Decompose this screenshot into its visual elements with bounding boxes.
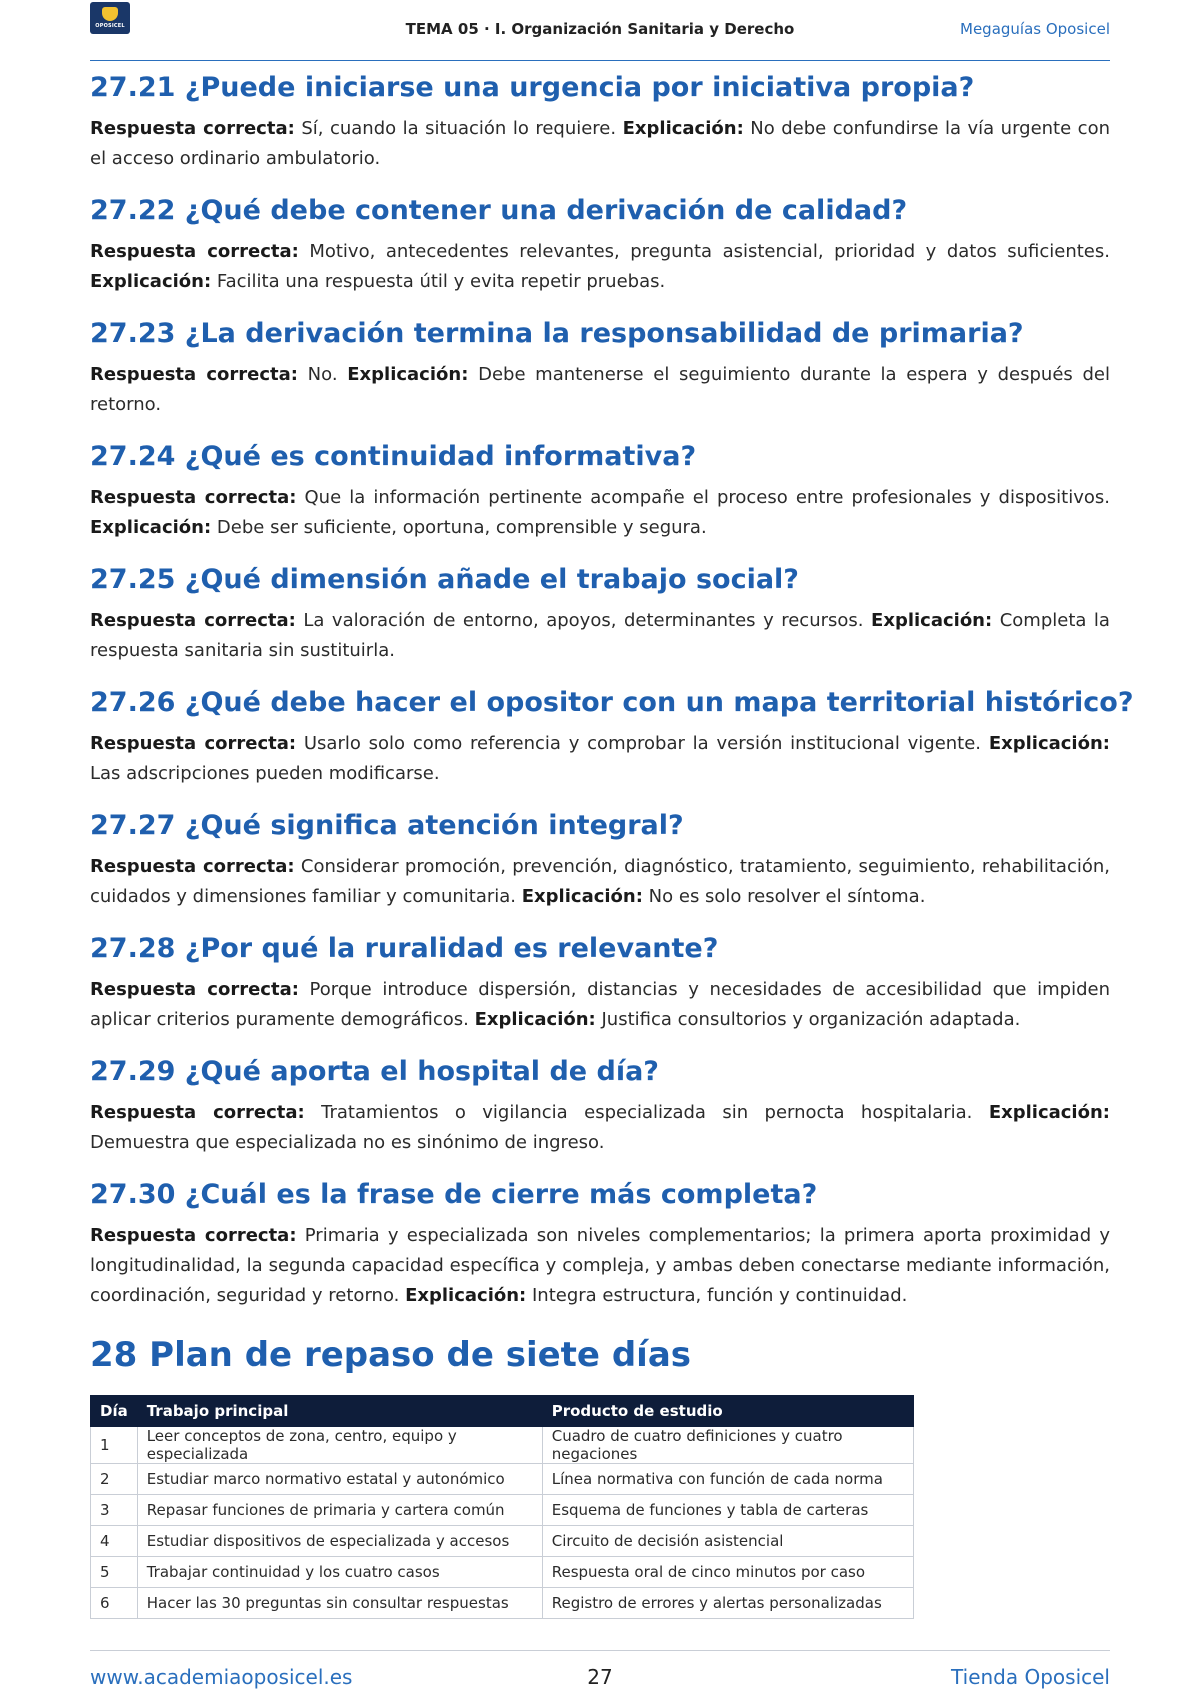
explanation-text: Debe mantenerse el seguimiento durante la espera y después del retorno. (90, 364, 1110, 415)
answer-paragraph (90, 114, 1110, 174)
explanation-label: Explicación: (521, 886, 643, 907)
answer-paragraph (90, 606, 1110, 666)
explanation-text: Facilita una respuesta útil y evita repetir pruebas. (216, 271, 666, 292)
explanation-label: Explicación: (474, 1009, 596, 1030)
explanation-text: No es solo resolver el síntoma. (648, 886, 926, 907)
cell-study-product: Circuito de decisión asistencial (542, 1526, 913, 1557)
table-row (91, 1588, 914, 1619)
cell-main-work: Repasar funciones de primaria y cartera común (137, 1495, 542, 1526)
explanation-text: Justifica consultorios y organización adaptada. (601, 1009, 1021, 1030)
table-row (91, 1495, 914, 1526)
answer-label: Respuesta correcta: (90, 487, 297, 508)
answer-paragraph (90, 729, 1110, 789)
page-footer (90, 1650, 1110, 1695)
explanation-label: Explicación: (90, 271, 212, 292)
question-list (90, 70, 1134, 1311)
cell-study-product: Cuadro de cuatro definiciones y cuatro negaciones (542, 1427, 913, 1464)
cell-main-work: Estudiar marco normativo estatal y autonómico (137, 1464, 542, 1495)
answer-text: Tratamientos o vigilancia especializada sin pernocta hospitalaria. (321, 1102, 973, 1123)
explanation-text: Demuestra que especializada no es sinónimo de ingreso. (90, 1132, 605, 1153)
answer-text: Sí, cuando la situación lo requiere. (301, 118, 617, 139)
explanation-label: Explicación: (622, 118, 744, 139)
explanation-label: Explicación: (405, 1285, 527, 1306)
cell-day: 1 (91, 1427, 138, 1464)
question-title: 27.26 ¿Qué debe hacer el opositor con un mapa territorial histórico? (90, 687, 1134, 718)
question-title: 27.24 ¿Qué es continuidad informativa? (90, 441, 697, 472)
answer-paragraph (90, 852, 1110, 912)
qa-item (90, 1054, 1110, 1158)
table-row (91, 1526, 914, 1557)
header-title: TEMA 05 · I. Organización Sanitaria y Derecho (405, 20, 795, 38)
qa-item (90, 1177, 1110, 1311)
answer-text: Considerar promoción, prevención, diagnóstico, tratamiento, seguimiento, rehabilitación, cuidados y dimensiones familiar y comunitaria. (90, 856, 1110, 907)
question-title: 27.30 ¿Cuál es la frase de cierre más completa? (90, 1179, 818, 1210)
answer-label: Respuesta correcta: (90, 364, 298, 385)
page-header (90, 0, 1110, 61)
answer-paragraph (90, 1221, 1110, 1311)
section-title: 28 Plan de repaso de siete días (90, 1335, 691, 1375)
cell-day: 2 (91, 1464, 138, 1495)
table-row (91, 1557, 914, 1588)
page-content (90, 70, 1134, 1619)
cell-main-work: Estudiar dispositivos de especializada y accesos (137, 1526, 542, 1557)
answer-label: Respuesta correcta: (90, 979, 299, 1000)
qa-item (90, 70, 1110, 174)
table-row (91, 1464, 914, 1495)
shield-icon (102, 7, 118, 21)
cell-main-work: Trabajar continuidad y los cuatro casos (137, 1557, 542, 1588)
qa-item (90, 316, 1110, 420)
column-header-study-product: Producto de estudio (542, 1396, 913, 1427)
answer-paragraph (90, 483, 1110, 543)
cell-day: 3 (91, 1495, 138, 1526)
answer-label: Respuesta correcta: (90, 610, 296, 631)
explanation-label: Explicación: (347, 364, 469, 385)
qa-item (90, 562, 1110, 666)
qa-item (90, 685, 1134, 789)
answer-text: Usarlo solo como referencia y comprobar la versión institucional vigente. (303, 733, 982, 754)
cell-study-product: Registro de errores y alertas personalizadas (542, 1588, 913, 1619)
footer-store-link[interactable]: Tienda Oposicel (951, 1665, 1110, 1689)
qa-item (90, 439, 1110, 543)
question-title: 27.25 ¿Qué dimensión añade el trabajo social? (90, 564, 799, 595)
explanation-label: Explicación: (90, 517, 212, 538)
question-title: 27.28 ¿Por qué la ruralidad es relevante? (90, 933, 719, 964)
table-header-row (91, 1396, 914, 1427)
question-title: 27.21 ¿Puede iniciarse una urgencia por iniciativa propia? (90, 72, 975, 103)
explanation-label: Explicación: (988, 733, 1110, 754)
question-title: 27.23 ¿La derivación termina la responsabilidad de primaria? (90, 318, 1024, 349)
explanation-text: Integra estructura, función y continuidad. (532, 1285, 908, 1306)
qa-item (90, 931, 1110, 1035)
answer-label: Respuesta correcta: (90, 856, 295, 877)
answer-text: Motivo, antecedentes relevantes, pregunta asistencial, prioridad y datos suficientes. (309, 241, 1110, 262)
answer-text: No. (307, 364, 338, 385)
answer-paragraph (90, 360, 1110, 420)
question-title: 27.22 ¿Qué debe contener una derivación de calidad? (90, 195, 908, 226)
answer-label: Respuesta correcta: (90, 1225, 297, 1246)
explanation-text: Debe ser suficiente, oportuna, comprensible y segura. (216, 517, 707, 538)
explanation-text: Completa la respuesta sanitaria sin sustituirla. (90, 610, 1110, 661)
column-header-main-work: Trabajo principal (137, 1396, 542, 1427)
review-plan-table (90, 1395, 914, 1619)
cell-day: 4 (91, 1526, 138, 1557)
answer-paragraph (90, 975, 1110, 1035)
cell-day: 5 (91, 1557, 138, 1588)
answer-label: Respuesta correcta: (90, 118, 295, 139)
answer-label: Respuesta correcta: (90, 733, 297, 754)
table-row (91, 1427, 914, 1464)
answer-label: Respuesta correcta: (90, 241, 299, 262)
cell-main-work: Leer conceptos de zona, centro, equipo y especializada (137, 1427, 542, 1464)
logo-text: OPOSICEL (95, 23, 125, 29)
qa-item (90, 193, 1110, 297)
footer-website-link[interactable]: www.academiaoposicel.es (90, 1665, 353, 1689)
answer-text: Que la información pertinente acompañe el proceso entre profesionales y dispositivos. (304, 487, 1110, 508)
qa-item (90, 808, 1110, 912)
explanation-label: Explicación: (871, 610, 993, 631)
question-title: 27.29 ¿Qué aporta el hospital de día? (90, 1056, 659, 1087)
explanation-text: No debe confundirse la vía urgente con el acceso ordinario ambulatorio. (90, 118, 1110, 169)
cell-study-product: Línea normativa con función de cada norma (542, 1464, 913, 1495)
answer-paragraph (90, 237, 1110, 297)
cell-study-product: Esquema de funciones y tabla de carteras (542, 1495, 913, 1526)
answer-text: Porque introduce dispersión, distancias y necesidades de accesibilidad que impiden aplicar criterios puramente demográficos. (90, 979, 1110, 1030)
answer-text: La valoración de entorno, apoyos, determinantes y recursos. (303, 610, 864, 631)
page-number: 27 (587, 1665, 613, 1689)
cell-study-product: Respuesta oral de cinco minutos por caso (542, 1557, 913, 1588)
cell-main-work: Hacer las 30 preguntas sin consultar respuestas (137, 1588, 542, 1619)
column-header-day: Día (91, 1396, 138, 1427)
explanation-label: Explicación: (988, 1102, 1110, 1123)
answer-text: Primaria y especializada son niveles complementarios; la primera aporta proximidad y longitudinalidad, la segunda capacidad específica y compleja, y ambas deben conectarse mediante información, coordinación, seguridad y retorno. (90, 1225, 1110, 1306)
cell-day: 6 (91, 1588, 138, 1619)
header-brand: Megaguías Oposicel (960, 20, 1110, 38)
explanation-text: Las adscripciones pueden modificarse. (90, 763, 440, 784)
answer-label: Respuesta correcta: (90, 1102, 305, 1123)
question-title: 27.27 ¿Qué significa atención integral? (90, 810, 684, 841)
answer-paragraph (90, 1098, 1110, 1158)
